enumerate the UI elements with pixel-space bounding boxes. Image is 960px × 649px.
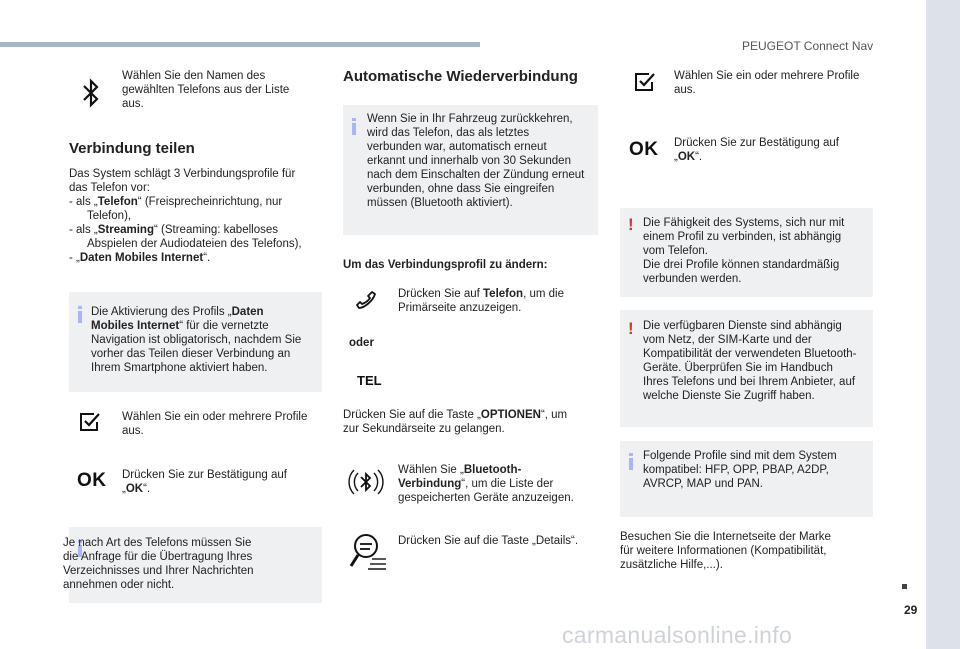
warn-line: verbunden werden. [643,273,742,285]
options-text-2: zur Sekundärseite zu gelangen. [343,423,505,435]
info-icon [629,453,633,469]
section-title-auto: Automatische Wiederverbindung [343,68,578,85]
watermark-text: carmanualsonline.info [562,622,793,648]
profiles-text-1: Wählen Sie ein oder mehrere Profile [122,411,308,423]
details-text: Drücken Sie auf die Taste „Details“. [398,535,579,547]
info-line: kompatibel: HFP, OPP, PBAP, A2DP, [643,464,829,476]
checkbox-icon [634,72,656,92]
info-box-daten [69,292,322,392]
bluetooth-icon [82,78,100,108]
info-line: die Anfrage für die Übertragung Ihres [63,551,253,563]
confirm-text-1: Drücken Sie zur Bestätigung auf [122,469,287,481]
warning-box-services [620,310,873,427]
confirm-text-2: „OK“. [122,483,151,495]
confirm-text-2: „OK“. [674,151,703,163]
warn-line: welche Dienste Sie Zugriff haben. [643,390,815,402]
warn-line: einem Profil zu verbinden, ist abhängig [643,231,842,243]
warn-line: Die Fähigkeit des Systems, sich nur mit [643,217,845,229]
page-number: 29 [904,603,918,617]
info-line: annehmen oder nicht. [63,579,175,591]
info-line: Folgende Profile sind mit dem System [643,450,837,462]
list-item-streaming: - als „Streaming“ (Streaming: kabelloses [69,224,278,236]
brand-label: PEUGEOT Connect Nav [742,39,874,53]
info-line: Die Aktivierung des Profils „Daten [91,306,264,318]
list-item-telefon: - als „Telefon“ (Freisprecheinrichtung, nur [69,196,283,208]
warning-box-profile [620,208,873,297]
checkbox-icon [79,412,101,432]
visit-text-1: Besuchen Sie die Internetseite der Marke [620,531,831,543]
info-line: erkannt und innerhalb von 30 Sekunden [367,155,571,167]
info-line: verbunden war, automatisch erneut [367,141,547,153]
profiles-text-2: aus. [122,425,144,437]
page-marker [902,584,907,589]
bt-text-2: Verbindung“, um die Liste der [398,478,554,490]
list-item-daten: - „Daten Mobiles Internet“. [69,252,211,264]
list-item-streaming-cont: Abspielen der Audiodateien des Telefons), [87,238,302,250]
tel-button-icon: TEL [357,373,382,388]
warning-icon: ! [628,319,634,338]
warn-line: Kompatibilität der verwendeten Bluetooth- [643,348,857,360]
intro-line-1: Das System schlägt 3 Verbindungsprofile für [69,168,296,180]
info-line: müssen (Bluetooth aktiviert). [367,197,513,209]
warn-line: Die verfügbaren Dienste sind abhängig [643,320,842,332]
details-search-icon [348,530,388,572]
ok-icon: OK [629,139,659,160]
bt-text-1: Wählen Sie „Bluetooth- [398,464,522,476]
info-box-auto [343,105,598,235]
section-title-share: Verbindung teilen [69,140,195,157]
info-line: Verzeichnisses und Ihrer Nachrichten [63,565,254,577]
page-side-band [926,0,960,649]
warn-line: vom Telefon. [643,245,708,257]
telefon-text-2: Primärseite anzuzeigen. [398,302,522,314]
warning-icon: ! [628,215,634,234]
options-text-1: Drücken Sie auf die Taste „OPTIONEN“, um [343,409,568,421]
info-box-compatible [620,441,873,517]
profiles-text-2: aus. [674,84,696,96]
info-line: Ihrem Smartphone aktiviert haben. [91,362,268,374]
info-line: Je nach Art des Telefons müssen Sie [63,537,252,549]
info-line: Wenn Sie in Ihr Fahrzeug zurückkehren, [367,113,573,125]
info-line: nach dem Einschalten der Zündung erneut [367,169,585,181]
info-line: verbunden, ohne dass Sie eingreifen [367,183,555,195]
info-icon [352,118,356,134]
profiles-text-1: Wählen Sie ein oder mehrere Profile [674,70,860,82]
warn-line: Die drei Profile können standardmäßig [643,259,840,271]
bluetooth-connection-icon [346,462,386,502]
select-phone-text: Wählen Sie den Namen des gewählten Telefons aus der Liste aus. [122,70,290,110]
info-box-transfer [63,527,322,603]
change-profile-label: Um das Verbindungsprofil zu ändern: [343,259,548,271]
visit-text-2: für weitere Informationen (Kompatibilität, [620,545,827,557]
ok-icon: OK [77,470,107,491]
list-item-telefon-cont: Telefon), [87,210,132,222]
info-line: AVRCP, MAP und PAN. [643,478,763,490]
warn-line: Geräte. Überprüfen Sie im Handbuch [643,362,833,374]
intro-line-2: das Telefon vor: [69,182,150,194]
bt-text-3: gespeicherten Geräte anzuzeigen. [398,492,574,504]
warn-line: Ihres Telefons und bei Ihrem Anbieter, auf [643,376,856,388]
info-line: Navigation ist obligatorisch, nachdem Sie [91,334,302,346]
info-line: Mobiles Internet“ für die vernetzte [91,320,269,332]
info-icon [78,306,82,322]
visit-text-3: zusätzliche Hilfe,...). [620,559,723,571]
telefon-text-1: Drücken Sie auf Telefon, um die [398,288,564,300]
confirm-text-1: Drücken Sie zur Bestätigung auf [674,137,839,149]
oder-label: oder [349,337,374,349]
header-rule [0,42,480,47]
info-line: wird das Telefon, das als letztes [367,127,530,139]
phone-icon [355,290,379,312]
warn-line: vom Netz, der SIM-Karte und der [643,334,812,346]
info-line: vorher das Teilen dieser Verbindung an [91,348,291,360]
